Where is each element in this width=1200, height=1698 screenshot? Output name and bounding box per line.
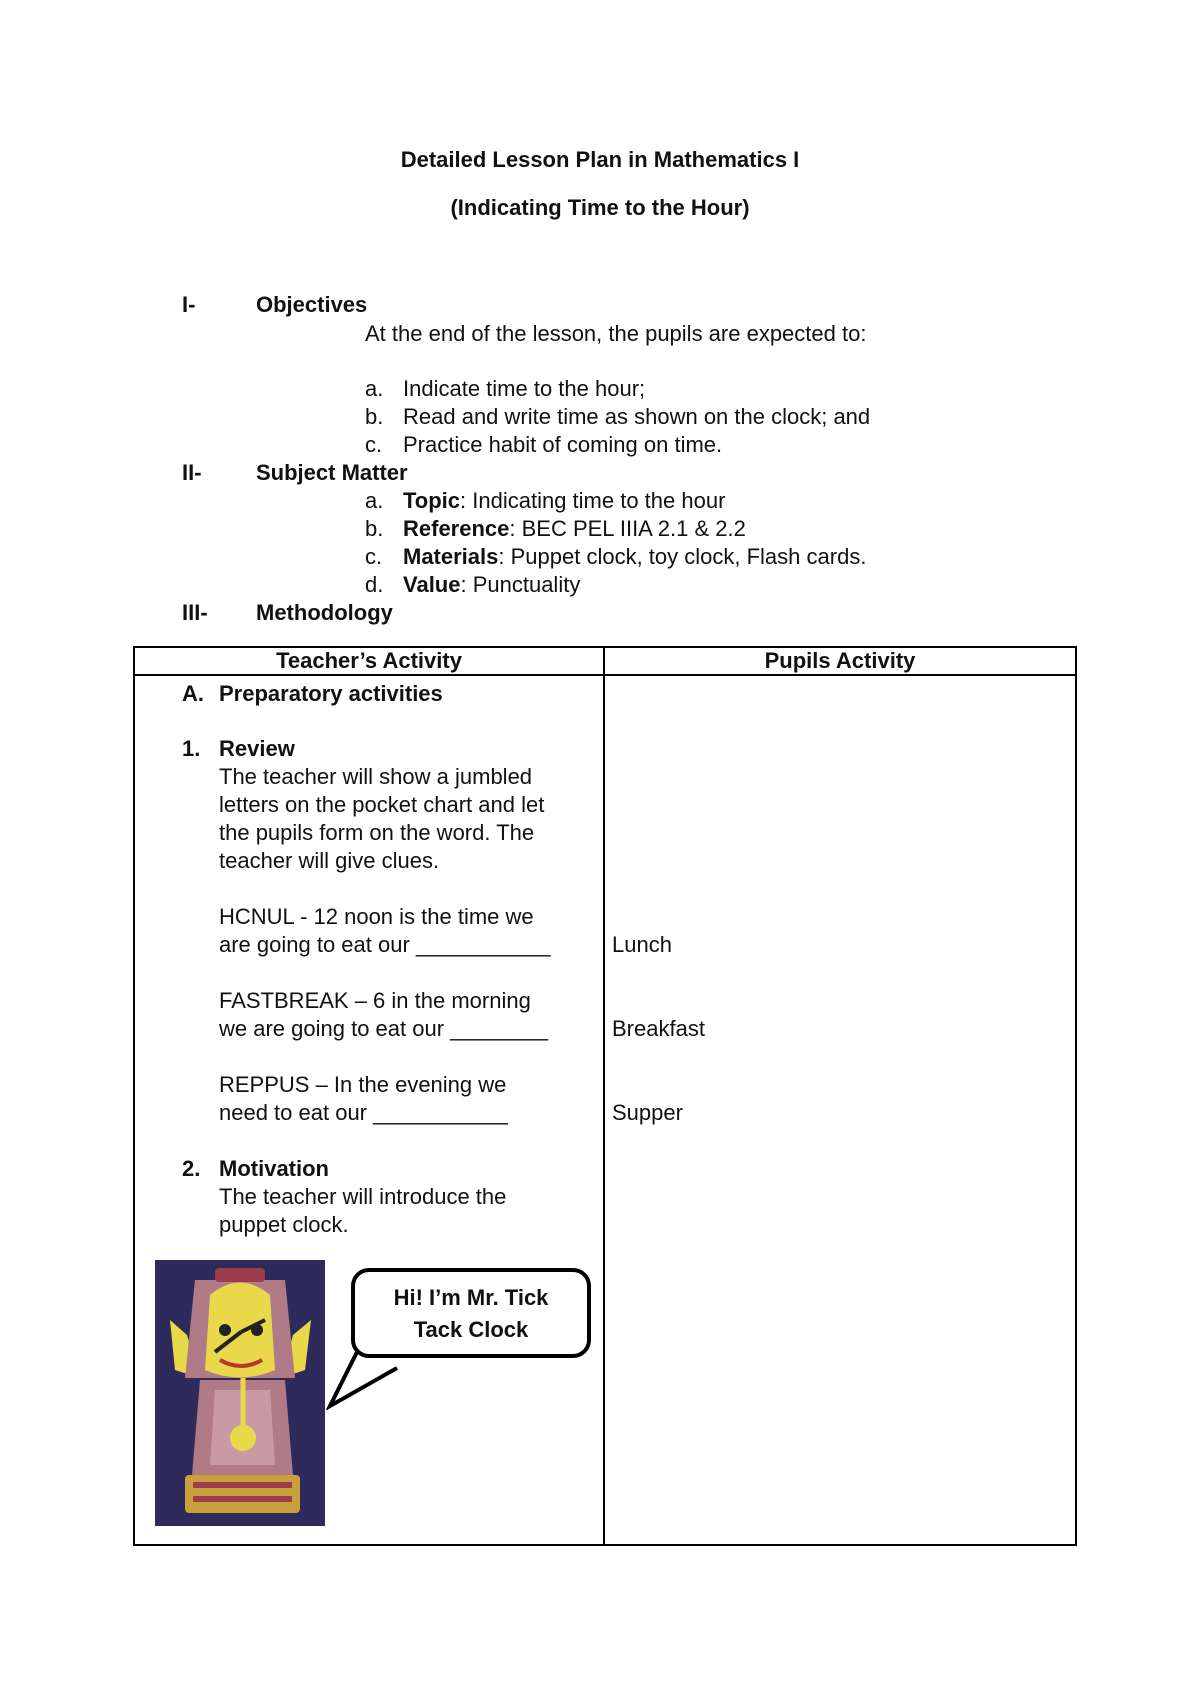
section-number-objectives: I- [182,292,196,317]
list-marker: b. [365,516,384,541]
objectives-list [365,375,870,459]
answer-breakfast: Breakfast [612,1016,705,1041]
text-line: letters on the pocket chart and let [219,792,545,817]
section-heading-methodology: Methodology [256,600,393,625]
list-item-text: : Punctuality [460,572,581,597]
list-marker: d. [365,572,384,597]
section-a-marker: A. [182,681,204,706]
speech-bubble-line: Hi! I’m Mr. Tick [393,1285,549,1310]
list-item [365,487,866,515]
column-header-teacher: Teacher’s Activity [134,647,604,675]
text-line: FASTBREAK – 6 in the morning [219,988,531,1013]
subject-matter-list [365,487,866,599]
document-title: Detailed Lesson Plan in Mathematics I [400,147,800,172]
text-line: REPPUS – In the evening we [219,1072,507,1097]
text-line: the pupils form on the word. The [219,820,535,845]
list-item-text: Read and write time as shown on the clock; and [403,404,871,429]
text-line: The teacher will show a jumbled [219,764,533,789]
speech-bubble [351,1268,591,1358]
list-item-label: Value [403,572,461,597]
list-item [365,375,870,403]
review-heading: Review [219,736,295,761]
list-item-label: Reference [403,516,510,541]
section-a-heading: Preparatory activities [219,681,443,706]
puppet-clock-image [155,1260,325,1526]
section-heading-subject-matter: Subject Matter [256,460,408,485]
section-number-subject-matter: II- [182,460,202,485]
text-line: need to eat our ___________ [219,1100,508,1125]
clue-supper [219,1071,508,1127]
text-line: we are going to eat our ________ [219,1016,549,1041]
motivation-heading: Motivation [219,1156,329,1181]
list-item-text: : Puppet clock, toy clock, Flash cards. [498,544,867,569]
text-line: are going to eat our ___________ [219,932,551,957]
clue-lunch [219,903,551,959]
list-item [365,571,866,599]
list-marker: a. [365,376,384,401]
list-item-label: Topic [403,488,461,513]
text-line: HCNUL - 12 noon is the time we [219,904,534,929]
list-item [365,543,866,571]
section-number-methodology: III- [182,600,208,625]
clue-breakfast [219,987,548,1043]
objectives-intro: At the end of the lesson, the pupils are expected to: [365,321,867,346]
list-item [365,403,870,431]
text-line: puppet clock. [219,1212,349,1237]
list-item-text: Practice habit of coming on time. [403,432,723,457]
list-item [365,515,866,543]
table-header-row [134,647,1076,675]
list-marker: c. [365,432,383,457]
section-heading-objectives: Objectives [256,292,368,317]
text-line: The teacher will introduce the [219,1184,507,1209]
review-marker: 1. [182,736,201,761]
list-marker: a. [365,488,384,513]
list-marker: c. [365,544,383,569]
speech-bubble-line: Tack Clock [413,1317,529,1342]
answer-lunch: Lunch [612,932,672,957]
list-item [365,431,870,459]
list-item-text: : Indicating time to the hour [460,488,726,513]
review-text [219,763,544,875]
list-item-text: : BEC PEL IIIA 2.1 & 2.2 [509,516,746,541]
list-item-text: Indicate time to the hour; [403,376,646,401]
column-header-pupils: Pupils Activity [604,647,1076,675]
text-line: teacher will give clues. [219,848,440,873]
motivation-marker: 2. [182,1156,201,1181]
list-item-label: Materials [403,544,499,569]
clock-puppet-icon [155,1260,325,1526]
answer-supper: Supper [612,1100,683,1125]
motivation-text [219,1183,506,1239]
document-subtitle: (Indicating Time to the Hour) [450,195,750,220]
list-marker: b. [365,404,384,429]
